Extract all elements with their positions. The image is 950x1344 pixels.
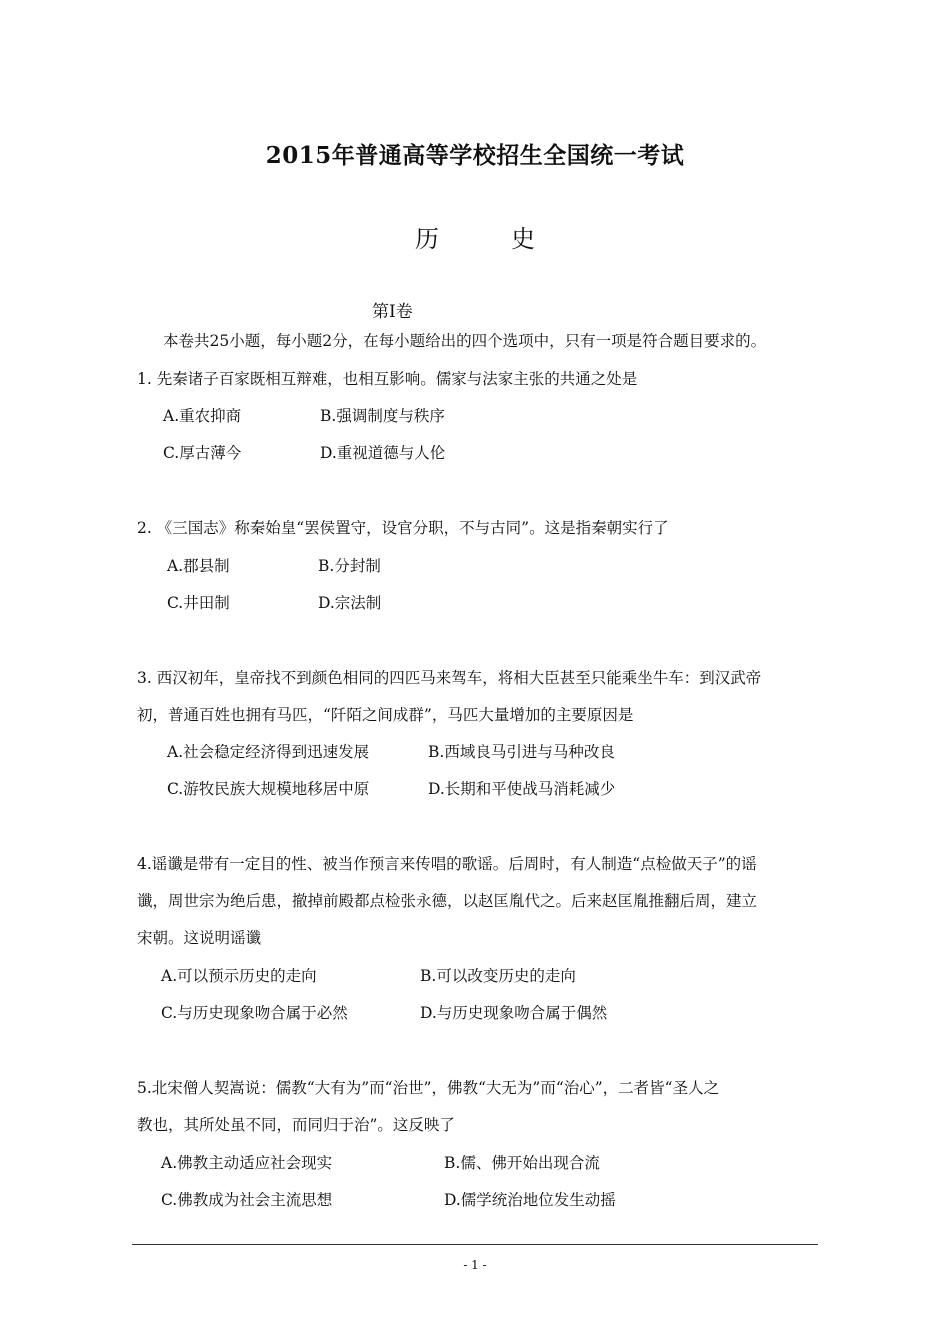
subject-char-2: 史 (511, 225, 535, 253)
question-5-stem-line-2: 教也，其所处虽不同，而同归于治”。这反映了 (137, 1116, 455, 1134)
question-5-option-b: B.儒、佛开始出现合流 (444, 1154, 600, 1172)
question-2-option-d: D.宗法制 (318, 594, 382, 612)
question-1-option-c: C.厚古薄今 (163, 444, 242, 462)
question-2-stem: 2. 《三国志》称秦始皇“罢侯置守，设官分职，不与古同”。这是指秦朝实行了 (137, 519, 669, 537)
question-1-option-d: D.重视道德与人伦 (320, 444, 446, 462)
question-1-stem: 1. 先秦诸子百家既相互辩难，也相互影响。儒家与法家主张的共通之处是 (137, 370, 638, 388)
question-5-option-c: C.佛教成为社会主流思想 (161, 1191, 333, 1209)
question-2-option-c: C.井田制 (167, 594, 230, 612)
question-4-stem-line-1: 4.谣谶是带有一定目的性、被当作预言来传唱的歌谣。后周时，有人制造“点检做天子”的谣 (137, 855, 757, 873)
question-4-option-c: C.与历史现象吻合属于必然 (161, 1004, 348, 1022)
question-4-option-a: A.可以预示历史的走向 (161, 967, 317, 985)
question-1-option-a: A.重农抑商 (163, 407, 242, 425)
instructions: 本卷共25小题，每小题2分，在每小题给出的四个选项中，只有一项是符合题目要求的。 (163, 332, 767, 350)
footer-divider (132, 1244, 818, 1245)
section-label: 第I卷 (372, 302, 413, 322)
question-4-stem-line-3: 宋朝。这说明谣谶 (137, 929, 262, 947)
question-4-option-d: D.与历史现象吻合属于偶然 (420, 1004, 608, 1022)
question-3-option-c: C.游牧民族大规模地移居中原 (167, 780, 370, 798)
question-3-stem-line-1: 3. 西汉初年，皇帝找不到颜色相同的四匹马来驾车，将相大臣甚至只能乘坐牛车：到汉武帝 (137, 669, 762, 687)
subject-char-1: 历 (415, 225, 439, 253)
question-2-option-b: B.分封制 (318, 557, 381, 575)
question-4-option-b: B.可以改变历史的走向 (420, 967, 576, 985)
question-3-option-a: A.社会稳定经济得到迅速发展 (167, 743, 370, 761)
question-2-option-a: A.郡县制 (167, 557, 230, 575)
page-number: - 1 - (463, 1258, 487, 1272)
question-3-stem-line-2: 初，普通百姓也拥有马匹，“阡陌之间成群”，马匹大量增加的主要原因是 (137, 706, 634, 724)
question-3-option-d: D.长期和平使战马消耗减少 (428, 780, 616, 798)
question-5-stem-line-1: 5.北宋僧人契嵩说：儒教“大有为”而“治世”，佛教“大无为”而“治心”，二者皆“圣人之 (137, 1079, 720, 1097)
question-5-option-a: A.佛教主动适应社会现实 (161, 1154, 333, 1172)
question-3-option-b: B.西域良马引进与马种改良 (428, 743, 615, 761)
question-5-option-d: D.儒学统治地位发生动摇 (444, 1191, 616, 1209)
question-4-stem-line-2: 谶，周世宗为绝后患，撤掉前殿都点检张永德，以赵匡胤代之。后来赵匡胤推翻后周，建立 (137, 892, 758, 910)
question-1-option-b: B.强调制度与秩序 (320, 407, 445, 425)
subject-heading (0, 219, 950, 254)
exam-title: 2015年普通高等学校招生全国统一考试 (265, 142, 685, 169)
